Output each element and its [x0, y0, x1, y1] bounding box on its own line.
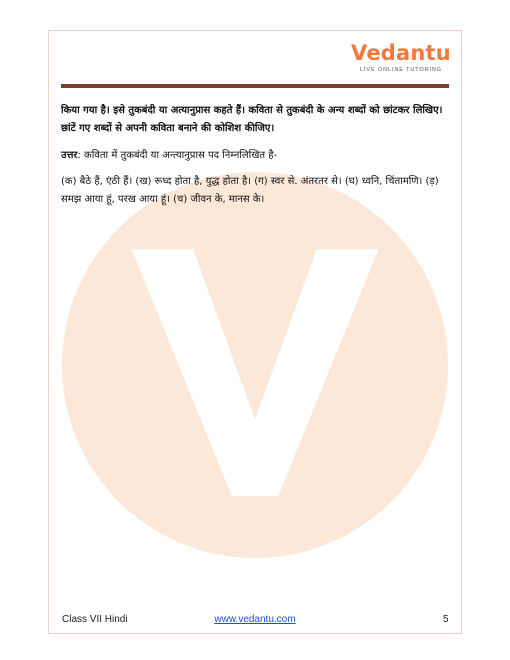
- header-divider: [61, 84, 449, 88]
- footer-class-label: Class VII Hindi: [62, 614, 128, 625]
- logo-wordmark: Vedantu: [351, 41, 451, 65]
- answer-label: उत्तर: [61, 150, 78, 161]
- answer-intro: [61, 147, 453, 165]
- vedantu-logo: [346, 40, 456, 80]
- footer-website-link[interactable]: www.vedantu.com: [214, 614, 296, 625]
- footer-page-number: 5: [443, 614, 449, 625]
- page-content: [61, 102, 453, 209]
- answer-intro-text: : कविता में तुकबंदी या अन्त्यानुप्रास पद निम्नलिखित है-: [77, 150, 278, 161]
- answer-items: (क) बैठे हैं, एंठी हैं। (ख) रूध्द होता है, युद्ध होता है। (ग) स्वर से. अंतरतर से। (घ) ध्वनि, चिंतामणि। (ड़) समझ आया हूं, परख आया हूं। (च) जीवन के, मानस के।: [61, 176, 439, 205]
- logo-tagline: LIVE ONLINE TUTORING: [360, 67, 442, 73]
- question-text: किया गया है। इसे तुकबंदी या अत्यानुप्रास कहते हैं। कविता से तुकबंदी के अन्य शब्दों को छांटकर लिखिए। छांटें गए शब्दों से अपनी कविता बनाने की कोशिश कीजिए।: [61, 105, 443, 134]
- vedantu-watermark-logo: [62, 172, 448, 558]
